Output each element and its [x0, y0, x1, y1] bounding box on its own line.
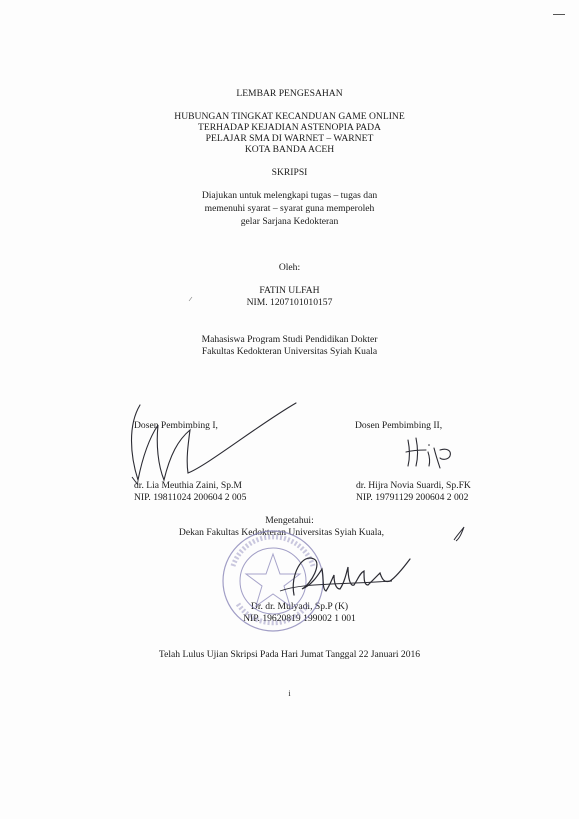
purpose-line-1: Diajukan untuk melengkapi tugas – tugas dan [201, 190, 378, 201]
author-nim: NIM. 1207101010157 [246, 297, 333, 308]
exam-note: Telah Lulus Ujian Skripsi Pada Hari Jumat Tanggal 22 Januari 2016 [158, 649, 421, 660]
author-name: FATIN ULFAH [259, 285, 320, 296]
thesis-title-line-4: KOTA BANDA ACEH [244, 144, 335, 155]
program-line-1: Mahasiswa Program Studi Pendidikan Dokter [201, 334, 378, 345]
by-label: Oleh: [278, 262, 301, 273]
scan-mark [553, 14, 565, 15]
supervisor-2-signature [400, 432, 470, 472]
thesis-title-line-3: PELAJAR SMA DI WARNET – WARNET [205, 133, 374, 144]
dean-signature [272, 545, 422, 605]
supervisor-2-nip: NIP. 19791129 200604 2 002 [356, 492, 469, 503]
page-title: LEMBAR PENGESAHAN [236, 88, 343, 99]
thesis-title-line-2: TERHADAP KEJADIAN ASTENOPIA PADA [198, 122, 381, 133]
dean-title: Dekan Fakultas Kedokteran Universitas Syiah Kuala, [178, 527, 385, 538]
scan-speck [188, 296, 194, 302]
supervisor-1-nip: NIP. 19811024 200604 2 005 [134, 492, 247, 503]
page-number: i [288, 689, 291, 698]
purpose-line-2: memenuhi syarat – syarat guna memperoleh [204, 203, 375, 214]
acknowledged-label: Mengetahui: [265, 515, 314, 526]
supervisor-1-role: Dosen Pembimbing I, [134, 420, 218, 431]
supervisor-1-signature [118, 385, 318, 495]
dean-initial-mark [450, 524, 470, 544]
supervisor-1-name: dr. Lia Meuthia Zaini, Sp.M [134, 480, 242, 491]
thesis-title-line-1: HUBUNGAN TINGKAT KECANDUAN GAME ONLINE [174, 111, 405, 122]
supervisor-2-name: dr. Hijra Novia Suardi, Sp.FK [356, 480, 471, 491]
dean-name: Dr. dr. Mulyadi, Sp.P (K) [250, 601, 349, 612]
purpose-line-3: gelar Sarjana Kedokteran [240, 216, 339, 227]
program-line-2: Fakultas Kedokteran Universitas Syiah Kuala [201, 346, 378, 357]
supervisor-2-role: Dosen Pembimbing II, [355, 420, 443, 431]
dean-nip: NIP. 19620819 199002 1 001 [243, 613, 356, 624]
doc-type: SKRIPSI [271, 167, 308, 178]
